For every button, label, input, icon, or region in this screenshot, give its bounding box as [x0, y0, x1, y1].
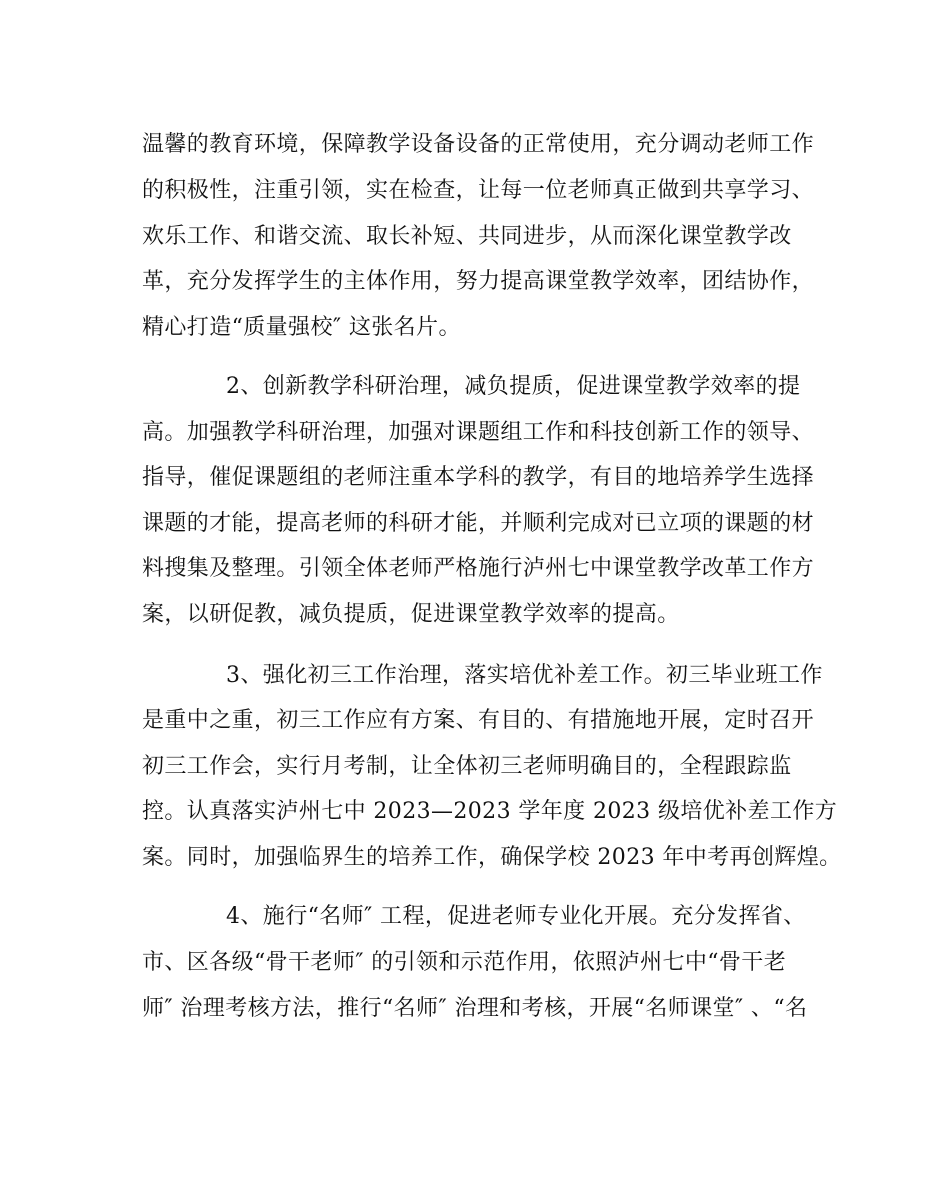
text-line: 市、区各级“骨干老师″ 的引领和示范作用，依照泸州七中“骨干老	[142, 950, 787, 975]
text-line: 指导，催促课题组的老师注重本学科的教学，有目的地培养学生选择	[142, 465, 815, 490]
text-line: 温馨的教育环境，保障教学设备设备的正常使用，充分调动老师工作	[142, 132, 815, 157]
text-line: 师″ 治理考核方法，推行“名师″ 治理和考核，开展“名师课堂″ 、“名	[142, 996, 808, 1021]
text-line: 是重中之重，初三工作应有方案、有目的、有措施地开展，定时召开	[142, 708, 815, 733]
text-line: 精心打造“质量强校″ 这张名片。	[142, 315, 461, 340]
text-line: 课题的才能，提高老师的科研才能，并顺利完成对已立项的课题的材	[142, 511, 815, 536]
text-line: 革，充分发挥学生的主体作用，努力提高课堂教学效率，团结协作，	[142, 269, 815, 294]
text-line: 的积极性，注重引领，实在检查，让每一位老师真正做到共享学习、	[142, 178, 815, 203]
text-line: 案，以研促教，减负提质，促进课堂教学效率的提高。	[142, 602, 680, 627]
paragraph-start-line: 2、创新教学科研治理，减负提质，促进课堂教学效率的提	[226, 374, 801, 399]
text-line: 案。同时，加强临界生的培养工作，确保学校 2023 年中考再创辉煌。	[142, 845, 842, 870]
text-line: 料搜集及整理。引领全体老师严格施行泸州七中课堂教学改革工作方	[142, 556, 815, 581]
text-line: 欢乐工作、和谐交流、取长补短、共同进步，从而深化课堂教学改	[142, 224, 792, 249]
text-line: 控。认真落实泸州七中 2023—2023 学年度 2023 级培优补差工作方	[142, 799, 838, 824]
paragraph-start-line: 4、施行“名师″ 工程，促进老师专业化开展。充分发挥省、	[226, 904, 806, 929]
text-line: 初三工作会，实行月考制，让全体初三老师明确目的，全程跟踪监	[142, 754, 792, 779]
text-line: 高。加强教学科研治理，加强对课题组工作和科技创新工作的领导、	[142, 420, 815, 445]
paragraph-start-line: 3、强化初三工作治理，落实培优补差工作。初三毕业班工作	[226, 663, 823, 688]
